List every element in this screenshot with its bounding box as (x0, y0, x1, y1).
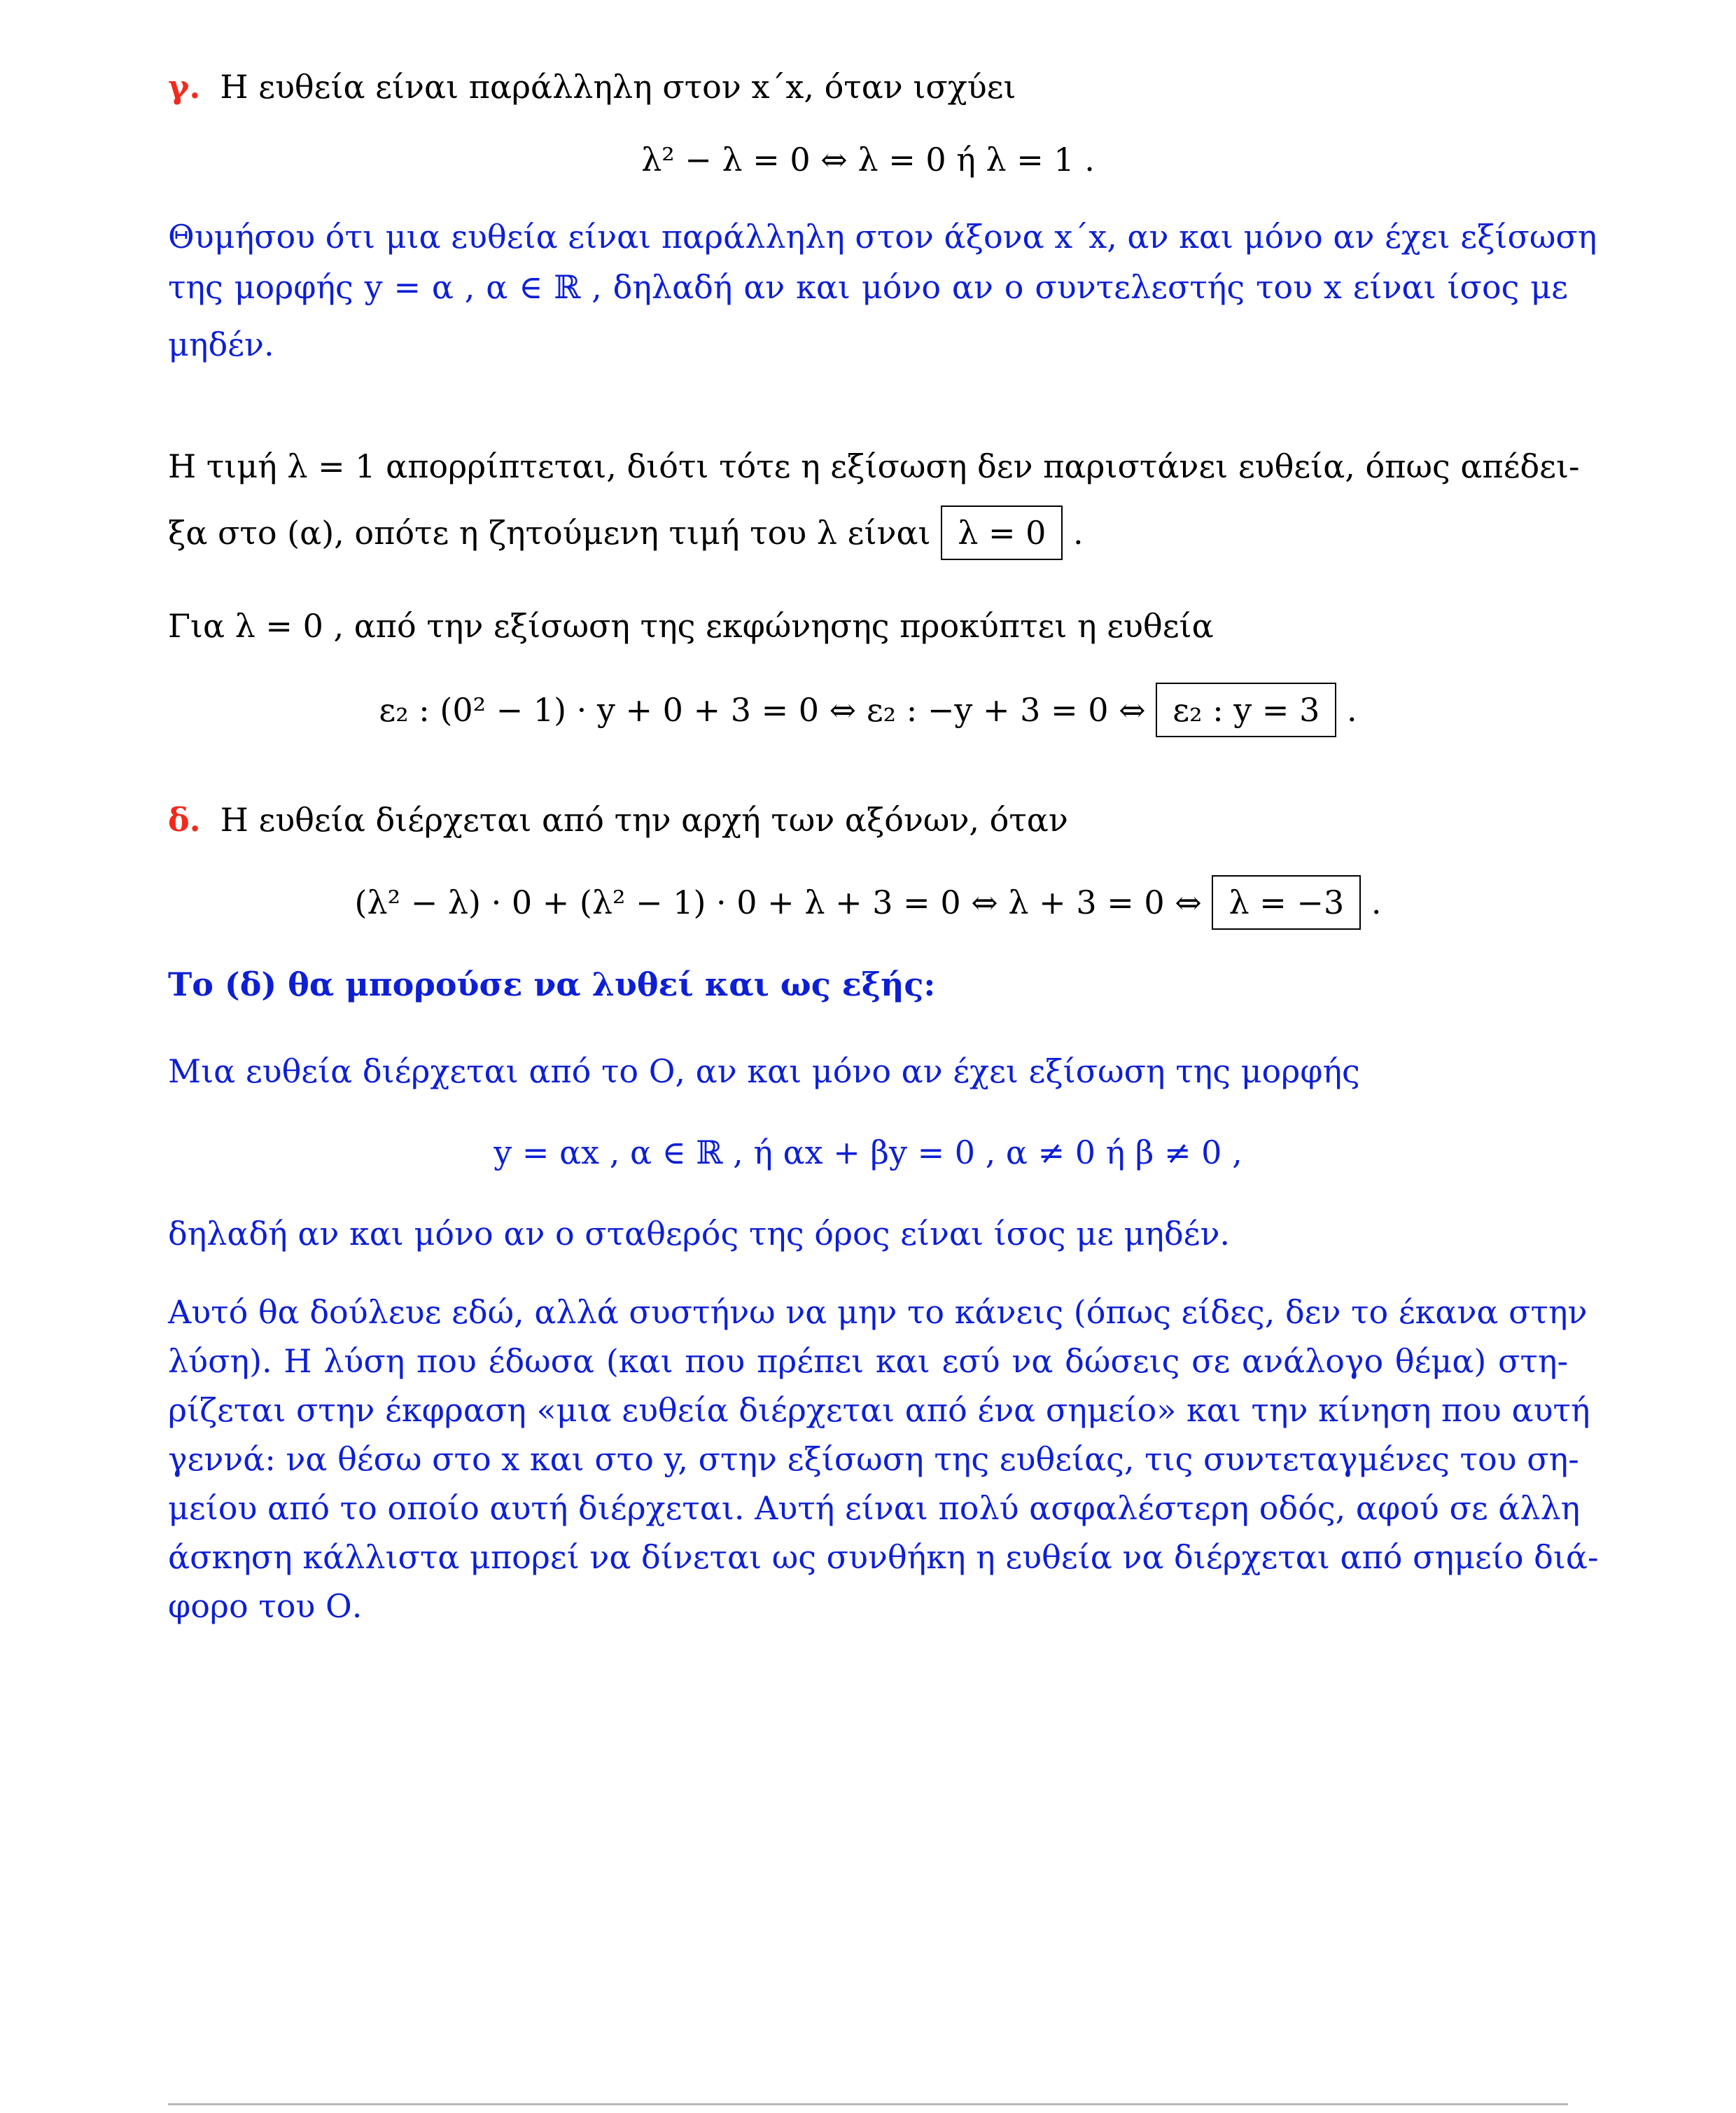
advice-line-4: γεννά: να θέσω στο x και στο y, στην εξίσωση της ευθείας, τις συντεταγμένες του ση- (168, 1440, 1579, 1478)
reject-line-2-text: ξα στο (α), οπότε η ζητούμενη τιμή του λ είναι (168, 514, 931, 552)
reject-line-2-end: . (1073, 514, 1084, 552)
gamma-note-line-2: της μορφής y = α , α ∈ ℝ , δηλαδή αν και μόνο αν ο συντελεστής του x είναι ίσος με (168, 268, 1568, 306)
delta-equation-end: . (1371, 884, 1382, 921)
line-equation-end: . (1346, 691, 1357, 729)
answer-box-lambda-minus-3: λ = −3 (1212, 875, 1361, 930)
gamma-intro-line (168, 62, 1568, 112)
advice-line-1: Αυτό θα δούλευε εδώ, αλλά συστήνω να μην το κάνεις (όπως είδες, δεν το έκανα στην (168, 1293, 1588, 1331)
answer-box-lambda-0: λ = 0 (941, 505, 1063, 560)
reject-line-1: Η τιμή λ = 1 απορρίπτεται, διότι τότε η εξίσωση δεν παριστάνει ευθεία, όπως απέδει- (168, 447, 1580, 485)
for-lambda-line: Για λ = 0 , από την εξίσωση της εκφώνησης προκύπτει η ευθεία (168, 607, 1214, 645)
gamma-label: γ. (168, 68, 201, 106)
advice-line-7: φορο του Ο. (168, 1587, 363, 1625)
reject-line-2 (168, 505, 1568, 560)
alt-heading: Το (δ) θα μπορούσε να λυθεί και ως εξής: (168, 965, 936, 1003)
alt-equation: y = αx , α ∈ ℝ , ή αx + βy = 0 , α ≠ 0 ή β ≠ 0 , (493, 1134, 1242, 1171)
advice-line-2: λύση). Η λύση που έδωσα (και που πρέπει και εσύ να δώσεις σε ανάλογο θέμα) στη- (168, 1342, 1568, 1380)
delta-equation-text: (λ² − λ) · 0 + (λ² − 1) · 0 + λ + 3 = 0 ⇔ λ + 3 = 0 ⇔ (354, 884, 1202, 921)
line-equation-text: ε₂ : (0² − 1) · y + 0 + 3 = 0 ⇔ ε₂ : −y + 3 = 0 ⇔ (379, 691, 1146, 729)
delta-equation (168, 875, 1568, 930)
alt-conclusion: δηλαδή αν και μόνο αν ο σταθερός της όρος είναι ίσος με μηδέν. (168, 1215, 1231, 1253)
delta-intro: Η ευθεία διέρχεται από την αρχή των αξόνων, όταν (220, 801, 1068, 839)
gamma-intro: Η ευθεία είναι παράλληλη στον x΄x, όταν ισχύει (220, 68, 1016, 106)
gamma-note-line-1: Θυμήσου ότι μια ευθεία είναι παράλληλη στον άξονα x΄x, αν και μόνο αν έχει εξίσωση (168, 218, 1597, 256)
advice-line-3: ρίζεται στην έκφραση «μια ευθεία διέρχεται από ένα σημείο» και την κίνηση που αυτή (168, 1391, 1590, 1429)
delta-label: δ. (168, 801, 201, 839)
answer-box-epsilon2: ε₂ : y = 3 (1156, 683, 1336, 737)
advice-line-6: άσκηση κάλλιστα μπορεί να δίνεται ως συνθήκη η ευθεία να διέρχεται από σημείο διά- (168, 1538, 1599, 1576)
footer-divider (168, 2103, 1568, 2105)
line-equation (168, 683, 1568, 737)
delta-intro-line (168, 795, 1568, 845)
gamma-note-line-3: μηδέν. (168, 326, 274, 363)
advice-line-5: μείου από το οποίο αυτή διέρχεται. Αυτή είναι πολύ ασφαλέστερη οδός, αφού σε άλλη (168, 1489, 1581, 1527)
alt-intro: Μια ευθεία διέρχεται από το Ο, αν και μόνο αν έχει εξίσωση της μορφής (168, 1052, 1360, 1090)
gamma-equation: λ² − λ = 0 ⇔ λ = 0 ή λ = 1 . (641, 141, 1095, 179)
